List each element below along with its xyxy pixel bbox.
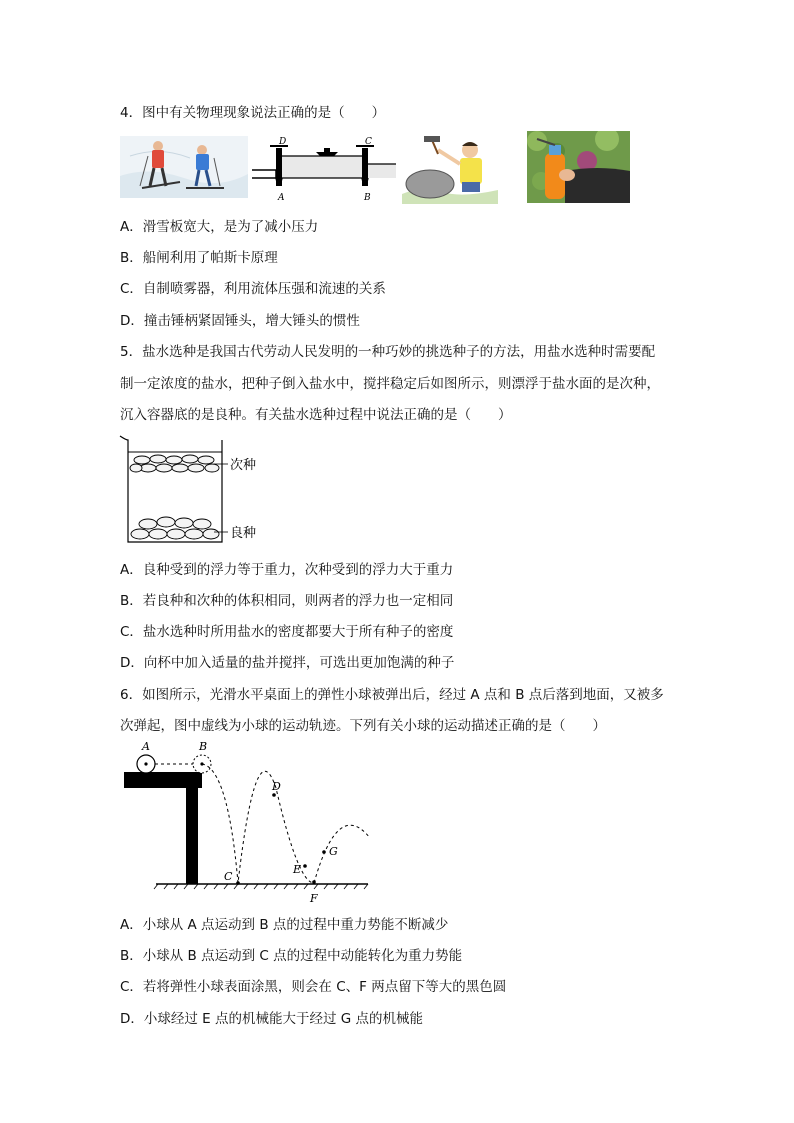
label-inferior-seeds: 次种 [230, 458, 257, 473]
q5-option-d: D．向杯中加入适量的盐并搅拌，可选出更加饱满的种子 [120, 655, 455, 671]
point-label-e: E [293, 863, 302, 876]
q6-option-d: D．小球经过 E 点的机械能大于经过 G 点的机械能 [120, 1011, 424, 1027]
lock-label-c: C [365, 137, 372, 147]
q6-stem-line-1: 6．如图所示，光滑水平桌面上的弹性小球被弹出后，经过 A 点和 B 点后落到地面，又被多 [120, 687, 664, 703]
q4-option-d: D．撞击锤柄紧固锤头，增大锤头的惯性 [120, 313, 360, 329]
point-label-f: F [310, 892, 318, 905]
hammer-image [402, 134, 498, 204]
q4-option-c: C．自制喷雾器，利用流体压强和流速的关系 [120, 281, 386, 297]
q6-option-b: B．小球从 B 点运动到 C 点的过程中动能转化为重力势能 [120, 948, 463, 964]
point-label-b: B [199, 740, 208, 753]
q6-stem-line-2: 次弹起，图中虚线为小球的运动轨迹。下列有关小球的运动描述正确的是（ ） [120, 718, 606, 734]
lock-label-b: B [364, 193, 371, 202]
q5-option-b: B．若良种和次种的体积相同，则两者的浮力也一定相同 [120, 593, 454, 609]
q5-option-a: A．良种受到的浮力等于重力，次种受到的浮力大于重力 [120, 562, 454, 578]
point-label-d: D [272, 780, 281, 793]
point-label-a: A [142, 740, 150, 753]
q5-stem-line-2: 制一定浓度的盐水，把种子倒入盐水中，搅拌稳定后如图所示，则漂浮于盐水面的是次种， [120, 376, 660, 392]
q5-stem-line-1: 5．盐水选种是我国古代劳动人民发明的一种巧妙的挑选种子的方法，用盐水选种时需要配 [120, 344, 656, 360]
q5-option-c: C．盐水选种时所用盐水的密度都要大于所有种子的密度 [120, 624, 454, 640]
q4-option-a: A．滑雪板宽大，是为了减小压力 [120, 219, 319, 235]
q5-stem-line-3: 沉入容器底的是良种。有关盐水选种过程中说法正确的是（ ） [120, 407, 512, 423]
point-label-g: G [329, 845, 338, 858]
bouncing-ball-diagram [118, 738, 378, 908]
point-label-c: C [224, 870, 233, 883]
label-good-seeds: 良种 [230, 526, 257, 541]
skiers-image [120, 136, 248, 198]
lock-label-a: A [278, 193, 285, 202]
ship-lock-diagram [252, 134, 396, 202]
q6-option-c: C．若将弹性小球表面涂黑，则会在 C、F 两点留下等大的黑色圆 [120, 979, 507, 995]
q4-option-b: B．船闸利用了帕斯卡原理 [120, 250, 278, 266]
sprayer-photo [527, 131, 630, 203]
q4-stem: 4．图中有关物理现象说法正确的是（ ） [120, 105, 386, 121]
lock-label-d: D [279, 137, 287, 147]
beaker-diagram [118, 432, 298, 548]
q6-option-a: A．小球从 A 点运动到 B 点的过程中重力势能不断减少 [120, 917, 449, 933]
